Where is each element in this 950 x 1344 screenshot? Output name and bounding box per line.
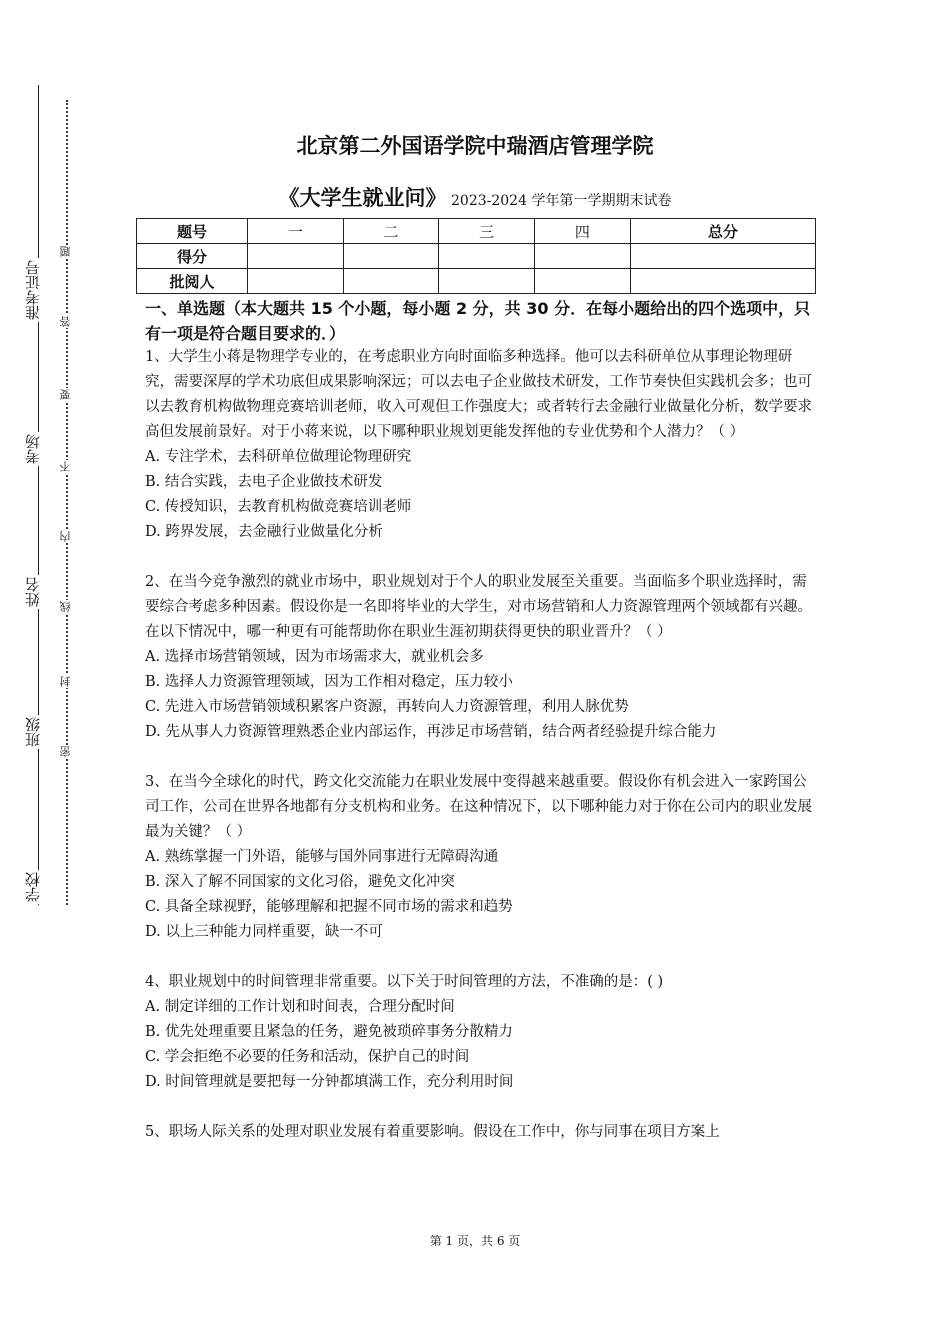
- seal-char: 密: [59, 746, 72, 757]
- question-option: A. 选择市场营销领域，因为市场需求大，就业机会多: [145, 649, 484, 665]
- table-row: [137, 244, 816, 269]
- question-stem: 4、职业规划中的时间管理非常重要。以下关于时间管理的方法，不准确的是：( ): [145, 974, 664, 990]
- question-option: D. 时间管理就是要把每一分钟都填满工作，充分利用时间: [145, 1074, 514, 1090]
- exam-subtitle: [0, 182, 950, 212]
- score-cell: [248, 269, 344, 294]
- name-field-label: 姓名: [24, 577, 42, 607]
- question: [145, 770, 815, 945]
- score-cell: [343, 269, 439, 294]
- question-list: [145, 345, 815, 1170]
- school-field-label: 学校: [24, 872, 42, 902]
- seal-dotted-line: [66, 100, 68, 905]
- question: [145, 970, 815, 1095]
- question-option: A. 制定详细的工作计划和时间表，合理分配时间: [145, 999, 455, 1015]
- question-option: C. 先进入市场营销领域积累客户资源，再转向人力资源管理，利用人脉优势: [145, 699, 629, 715]
- score-cell: [630, 269, 815, 294]
- question-option: C. 学会拒绝不必要的任务和活动，保护自己的时间: [145, 1049, 470, 1065]
- class-field-label: 班级: [24, 717, 42, 747]
- question-stem: 5、职场人际关系的处理对职业发展有着重要影响。假设在工作中，你与同事在项目方案上: [145, 1124, 720, 1140]
- exam-number-field-label: 准考证号: [24, 260, 42, 320]
- score-cell: [535, 244, 631, 269]
- column-header: 总分: [630, 219, 815, 244]
- seal-char: 线: [59, 601, 72, 612]
- score-cell: [343, 244, 439, 269]
- column-header: 一: [248, 219, 344, 244]
- question-option: D. 以上三种能力同样重要，缺一不可: [145, 924, 383, 940]
- page-title: 北京第二外国语学院中瑞酒店管理学院: [296, 134, 654, 158]
- seal-char: 封: [59, 676, 72, 687]
- score-cell: [248, 244, 344, 269]
- question-option: D. 跨界发展，去金融行业做量化分析: [145, 524, 383, 540]
- seal-char: 题: [59, 246, 72, 257]
- score-cell: [439, 244, 535, 269]
- question-stem: 1、大学生小蒋是物理学专业的，在考虑职业方向时面临多种选择。他可以去科研单位从事理论物理研究，需要深厚的学术功底但成果影响深远；可以去电子企业做技术研发，工作节奏快但实践机会多；也可以去教育机构做物理竞赛培训老师，收入可观但工作强度大；或者转行去金融行业做量化分析，数学要求高但发展前景好。对于小蒋来说，以下哪种职业规划更能发挥他的专业优势和个人潜力？（ ）: [145, 349, 812, 440]
- score-table: [136, 218, 816, 294]
- question-option: B. 选择人力资源管理领域，因为工作相对稳定，压力较小: [145, 674, 513, 690]
- table-row-label: 得分: [137, 244, 248, 269]
- question: [145, 1120, 815, 1145]
- column-header: 四: [535, 219, 631, 244]
- seal-char: 答: [59, 316, 72, 327]
- question-option: D. 先从事人力资源管理熟悉企业内部运作，再涉足市场营销，结合两者经验提升综合能力: [145, 724, 717, 740]
- question-option: B. 深入了解不同国家的文化习俗，避免文化冲突: [145, 874, 455, 890]
- score-cell: [535, 269, 631, 294]
- course-name: 《大学生就业问》: [278, 186, 447, 210]
- score-cell: [439, 269, 535, 294]
- question-option: C. 传授知识，去教育机构做竞赛培训老师: [145, 499, 412, 515]
- section-heading: 一、单选题（本大题共 15 个小题，每小题 2 分，共 30 分．在每小题给出的四个选项中，只有一项是符合题目要求的．）: [145, 299, 811, 343]
- question-option: B. 优先处理重要且紧急的任务，避免被琐碎事务分散精力: [145, 1024, 513, 1040]
- table-row-label: 题号: [137, 219, 248, 244]
- question-stem: 2、在当今竞争激烈的就业市场中，职业规划对于个人的职业发展至关重要。当面临多个职业选择时，需要综合考虑多种因素。假设你是一名即将毕业的大学生，对市场营销和人力资源管理两个领域都有兴趣。在以下情况中，哪一种更有可能帮助你在职业生涯初期获得更快的职业晋升？（ ）: [145, 574, 812, 640]
- table-row: [137, 269, 816, 294]
- question: [145, 570, 815, 745]
- question-option: B. 结合实践，去电子企业做技术研发: [145, 474, 383, 490]
- seal-char: 要: [59, 389, 72, 400]
- seal-char: 内: [59, 531, 72, 542]
- question: [145, 345, 815, 545]
- page-number: 第 1 页，共 6 页: [429, 1234, 521, 1248]
- question-option: A. 专注学术，去科研单位做理论物理研究: [145, 449, 412, 465]
- exam-term: 2023-2024 学年第一学期期末试卷: [451, 193, 672, 209]
- question-option: C. 具备全球视野，能够理解和把握不同市场的需求和趋势: [145, 899, 513, 915]
- seal-char: 不: [59, 461, 72, 472]
- column-header: 二: [343, 219, 439, 244]
- table-row-label: 批阅人: [137, 269, 248, 294]
- table-row: [137, 219, 816, 244]
- question-option: A. 熟练掌握一门外语，能够与国外同事进行无障碍沟通: [145, 849, 499, 865]
- score-cell: [630, 244, 815, 269]
- column-header: 三: [439, 219, 535, 244]
- exam-room-field-label: 考场: [24, 434, 42, 464]
- question-stem: 3、在当今全球化的时代，跨文化交流能力在职业发展中变得越来越重要。假设你有机会进入一家跨国公司工作，公司在世界各地都有分支机构和业务。在这种情况下，以下哪种能力对于你在公司内的职业发展最为关键？（ ）: [145, 774, 812, 840]
